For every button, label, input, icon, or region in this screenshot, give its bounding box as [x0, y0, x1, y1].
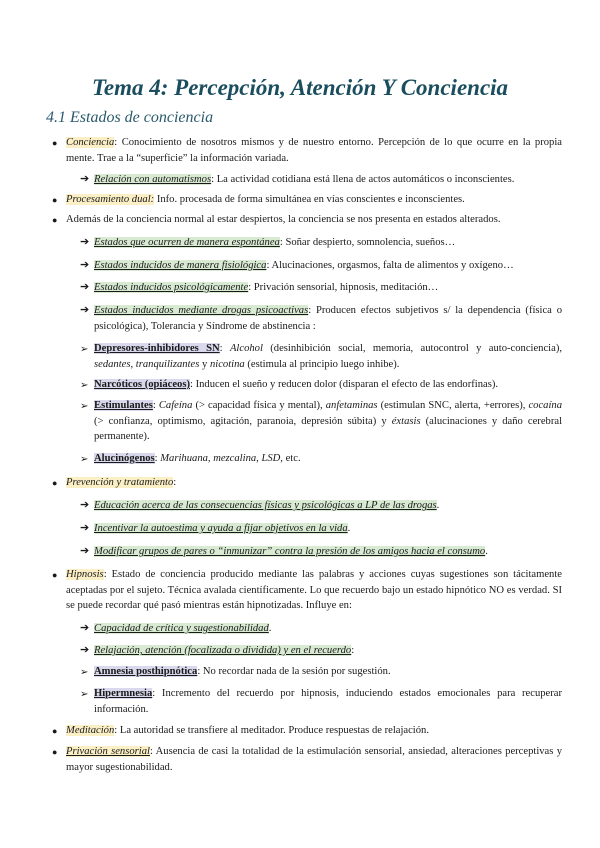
text-automatismos: : La actividad cotidiana está llena de actos automáticos o inconscientes.	[211, 174, 515, 185]
list-item-psicologica	[94, 280, 562, 296]
text-period: .	[485, 546, 488, 557]
text-sep: :	[152, 400, 159, 411]
list-item-prevencion-1	[94, 498, 562, 514]
arrowhead-icon: ➢	[80, 667, 89, 678]
arrow-icon: ➔	[80, 236, 90, 248]
text-privacion: : Ausencia de casi la totalidad de la estimulación sensorial, ansiedad, alteraciones perceptivas y mayor sugestionabilidad.	[66, 746, 562, 773]
list-item-hipermnesia	[94, 686, 562, 717]
term-psicologica: Estados inducidos psicológicamente	[94, 282, 249, 293]
list-item-espontanea	[94, 235, 562, 251]
term-espontanea: Estados que ocurren de manera espontánea	[94, 237, 280, 248]
text-period: .	[436, 500, 440, 511]
text-estimulantes-c: (estimulan SNC, alerta, +errores),	[377, 400, 529, 411]
text-hip-2: Relajación, atención (focalizada o dividida) y en el recuerdo	[94, 645, 352, 656]
term-meditacion: Meditación	[66, 725, 115, 736]
text-meditacion: : La autoridad se transfiere al meditador. Produce respuestas de relajación.	[114, 725, 429, 736]
list-item-estimulantes	[94, 398, 562, 445]
text-period: .	[268, 623, 272, 634]
term-automatismos: Relación con automatismos	[94, 174, 212, 185]
text-prev-3: Modificar grupos de pares o “inmunizar” contra la presión de los amigos hacia el consumo	[94, 546, 486, 557]
term-cocaina: cocaína	[528, 400, 562, 411]
term-depresores: Depresores-inhibidores SN	[94, 343, 220, 354]
arrow-icon: ➔	[80, 281, 90, 293]
term-alucinogenos: Alucinógenos	[94, 453, 155, 464]
arrow-icon: ➔	[80, 622, 90, 634]
list-item-prevencion	[66, 475, 562, 491]
term-privacion: Privación sensorial	[66, 746, 150, 757]
text-procesamiento-dual: Info. procesada de forma simultánea en vías conscientes e inconscientes.	[154, 194, 465, 205]
term-alucinogenos-list: Marihuana, mezcalina, LSD,	[160, 453, 283, 464]
term-conciencia: Conciencia	[66, 137, 115, 148]
arrow-icon: ➔	[80, 173, 90, 185]
term-procesamiento-dual: Procesamiento dual:	[66, 194, 155, 205]
text-drogas: : Producen efectos subjetivos s/ la dependencia (física o psicológica), Tolerancia y Síndrome de abstinencia :	[94, 305, 562, 332]
term-hipnosis: Hipnosis	[66, 569, 104, 580]
term-prevencion: Prevención y tratamiento	[66, 477, 174, 488]
list-item-narcoticos	[94, 377, 562, 393]
term-nicotina: nicotina	[209, 358, 245, 370]
text-hipnosis: : Estado de conciencia producido mediante las palabras y acciones cuyas sugestiones son tácitamente aceptadas por el sujeto. Técnica avalada científicamente. Lo que recuerdo bajo un estado hipnótico NO es verdad. SI se puede recordar qué pasó mientras están hipnotizadas. Influye en:	[66, 569, 562, 612]
bullet-icon: ●	[52, 195, 58, 205]
list-item-prevencion-2	[94, 521, 562, 537]
text-depresores-d: (estimula al principio luego inhibe).	[244, 358, 400, 370]
text-prev-2: Incentivar la autoestima y ayuda a fijar objetivos en la vida	[94, 523, 348, 534]
list-item-prevencion-3	[94, 544, 562, 560]
list-item-hipnosis-1	[94, 621, 562, 637]
text-period: .	[347, 523, 351, 534]
list-item-fisiologica	[94, 258, 562, 274]
list-item-privacion	[66, 744, 562, 775]
text-sep: :	[219, 343, 230, 354]
text-narcoticos: : Inducen el sueño y reducen dolor (disparan el efecto de las endorfinas).	[190, 379, 498, 390]
bullet-icon: ●	[52, 726, 58, 736]
list-item-depresores	[94, 341, 562, 372]
bullet-icon: ●	[52, 215, 58, 225]
text-alucinogenos-b: etc.	[282, 453, 301, 464]
term-fisiologica: Estados inducidos de manera fisiológica	[94, 260, 267, 271]
section-heading: 4.1 Estados de conciencia	[46, 109, 214, 126]
text-psicologica: : Privación sensorial, hipnosis, meditación…	[248, 282, 439, 293]
list-item-hipnosis	[66, 567, 562, 614]
list-item-procesamiento-dual	[66, 192, 562, 208]
arrow-icon: ➔	[80, 644, 90, 656]
term-hipermnesia: Hipermnesia	[94, 688, 153, 699]
term-drogas: Estados inducidos mediante drogas psicoactivas	[94, 305, 309, 316]
arrow-icon: ➔	[80, 545, 90, 557]
term-sedantes: sedantes, tranquilizantes	[94, 358, 200, 370]
list-item-meditacion	[66, 723, 562, 739]
term-extasis: éxtasis	[391, 415, 421, 427]
list-item-alucinogenos	[94, 451, 562, 467]
text-hipermnesia: : Incremento del recuerdo por hipnosis, induciendo estados emocionales para recuperar información.	[94, 688, 562, 715]
arrow-icon: ➔	[80, 259, 90, 271]
arrowhead-icon: ➢	[80, 454, 89, 465]
list-item-drogas	[94, 303, 562, 334]
term-estimulantes: Estimulantes	[94, 400, 153, 411]
page-title: Tema 4: Percepción, Atención Y Conciencia	[91, 75, 509, 100]
text-estimulantes-b: (> capacidad física y mental),	[192, 400, 326, 411]
text-sep: :	[154, 453, 161, 464]
bullet-icon: ●	[52, 138, 58, 148]
arrow-icon: ➔	[80, 522, 90, 534]
list-item-conciencia	[66, 135, 562, 166]
arrow-icon: ➔	[80, 499, 90, 511]
bullet-icon: ●	[52, 478, 58, 488]
list-item-automatismos	[94, 172, 562, 188]
bullet-icon: ●	[52, 747, 58, 757]
text-fisiologica: : Alucinaciones, orgasmos, falta de alimentos y oxígeno…	[266, 260, 514, 271]
text-colon: :	[173, 477, 177, 488]
text-hip-1: Capacidad de crítica y sugestionabilidad	[94, 623, 269, 634]
bullet-icon: ●	[52, 570, 58, 580]
list-item-amnesia	[94, 664, 562, 680]
text-espontanea: : Soñar despierto, somnolencia, sueños…	[279, 237, 456, 248]
text-depresores-b: (desinhibición social, memoria, autocontrol y auto-conciencia),	[262, 343, 562, 354]
term-anfetaminas: anfetaminas	[325, 400, 378, 411]
text-estimulantes-d: (> confianza, optimismo, agitación, paranoia, depresión súbita) y	[94, 415, 392, 427]
arrowhead-icon: ➢	[80, 344, 89, 355]
list-item-hipnosis-2	[94, 643, 562, 659]
list-item-estados-alterados: Además de la conciencia normal al estar despiertos, la conciencia se nos presenta en estados alterados.	[66, 214, 501, 225]
arrow-icon: ➔	[80, 304, 90, 316]
text-amnesia: : No recordar nada de la sesión por sugestión.	[197, 666, 391, 677]
text-estimulantes-e: (alucinaciones y daño cerebral permanente).	[94, 415, 563, 443]
text-conciencia: : Conocimiento de nosotros mismos y de nuestro entorno. Percepción de lo que ocurre en la propia mente. Trae a la “superficie” la información variada.	[66, 137, 562, 164]
arrowhead-icon: ➢	[80, 380, 89, 391]
arrowhead-icon: ➢	[80, 401, 89, 412]
arrowhead-icon: ➢	[80, 689, 89, 700]
text-colon: :	[351, 645, 355, 656]
text-sep: y	[199, 358, 210, 370]
term-alcohol: Alcohol	[229, 343, 263, 354]
term-amnesia: Amnesia posthipnótica	[94, 666, 198, 677]
text-prev-1: Educación acerca de las consecuencias físicas y psicológicas a LP de las drogas	[94, 500, 437, 511]
term-cafeina: Cafeína	[158, 400, 193, 411]
term-narcoticos: Narcóticos (opiáceos)	[94, 379, 191, 390]
